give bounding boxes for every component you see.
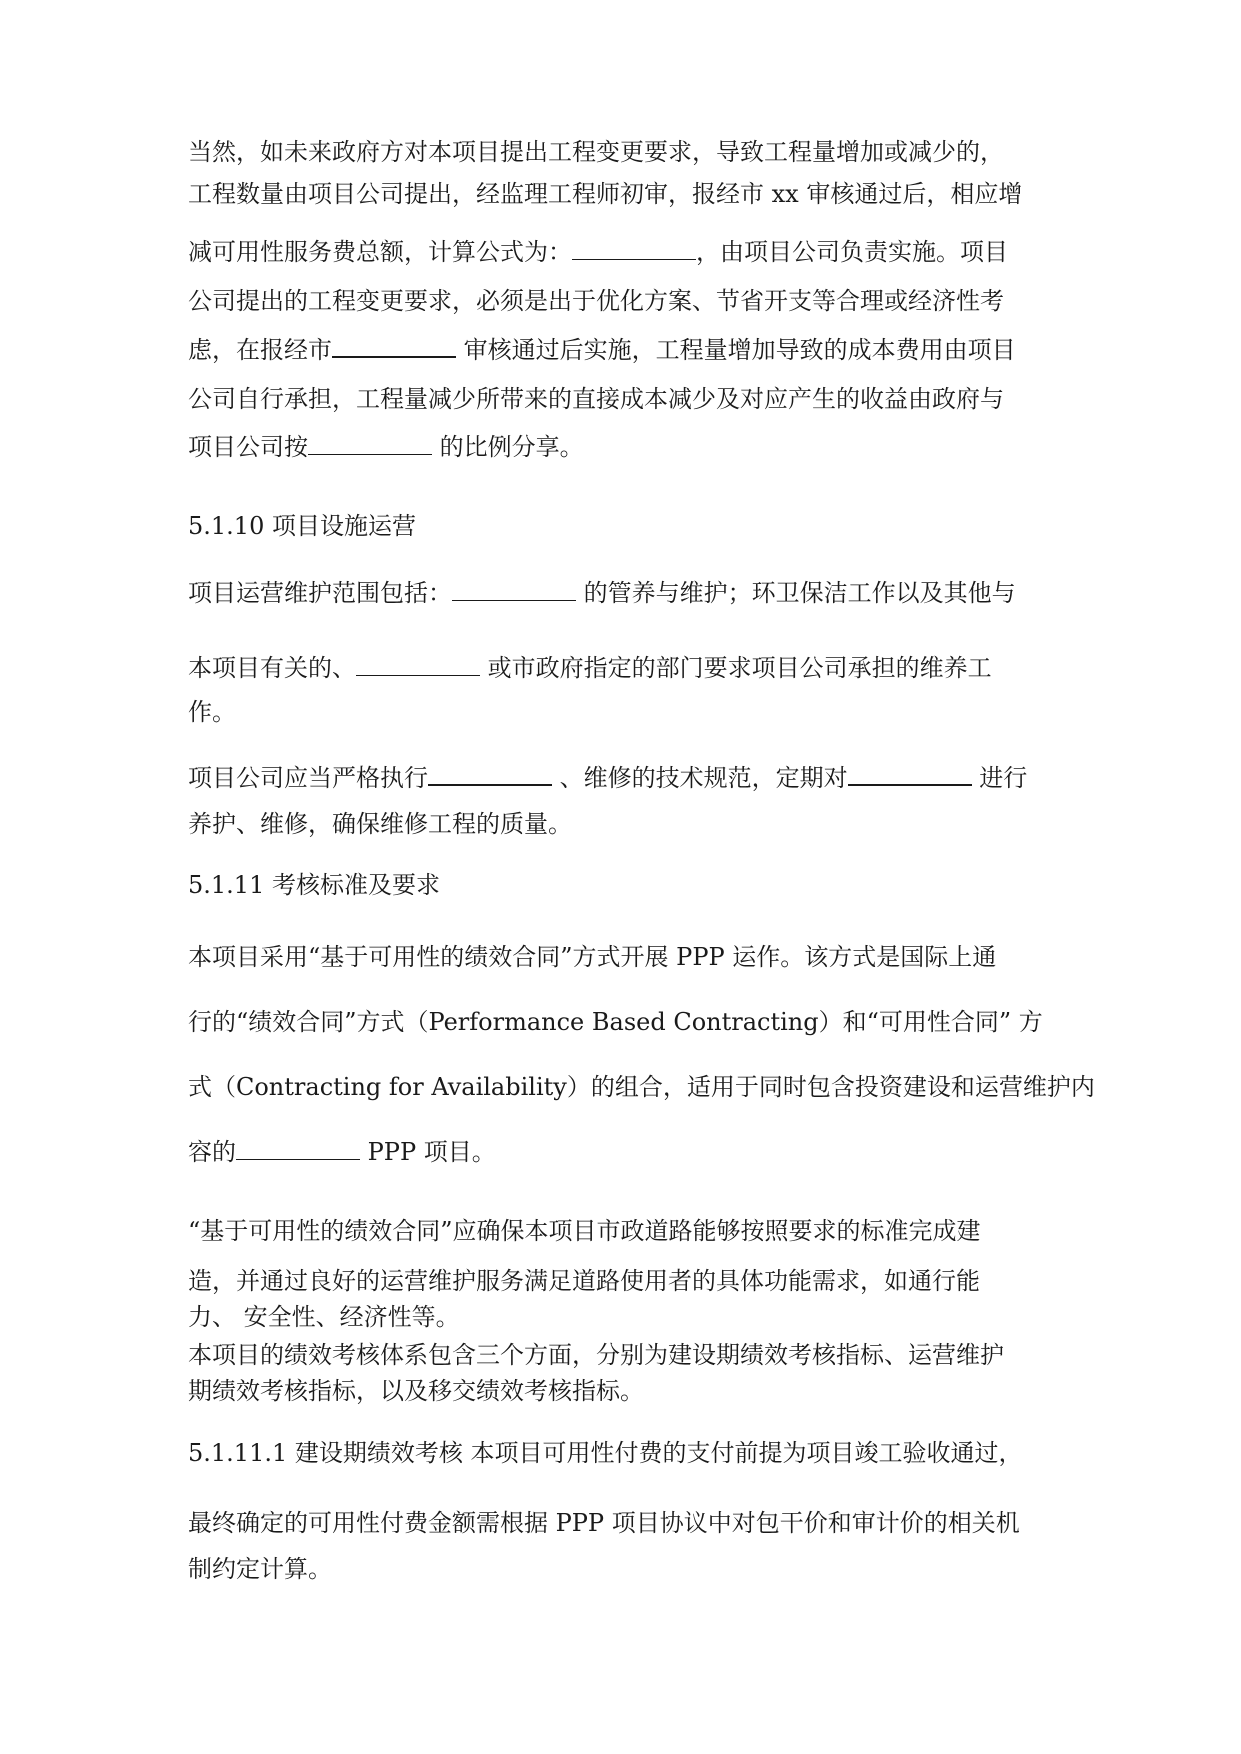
paragraph-line: 制约定计算。 — [188, 1555, 332, 1583]
paragraph-line: 作。 — [188, 698, 236, 726]
paragraph-line: 项目公司应当严格执行 、维修的技术规范，定期对 进行 — [188, 764, 1028, 792]
fill-in-blank — [452, 580, 576, 601]
paragraph-line: 减可用性服务费总额，计算公式为： ，由项目公司负责实施。项目 — [188, 238, 1008, 266]
paragraph-line: “基于可用性的绩效合同”应确保本项目市政道路能够按照要求的标准完成建 — [188, 1217, 981, 1245]
paragraph-line: 养护、维修，确保维修工程的质量。 — [188, 810, 572, 838]
fill-in-blank — [356, 655, 480, 676]
paragraph-line: 虑，在报经市 审核通过后实施，工程量增加导致的成本费用由项目 — [188, 336, 1016, 364]
fill-in-blank — [236, 1139, 360, 1160]
section-heading: 5.1.11 考核标准及要求 — [188, 871, 440, 899]
paragraph-line: 期绩效考核指标，以及移交绩效考核指标。 — [188, 1377, 644, 1405]
fill-in-blank — [308, 434, 432, 455]
paragraph-line: 当然，如未来政府方对本项目提出工程变更要求，导致工程量增加或减少的， — [188, 138, 1004, 166]
paragraph-line: 公司提出的工程变更要求，必须是出于优化方案、节省开支等合理或经济性考 — [188, 287, 1004, 315]
fill-in-blank — [428, 764, 552, 786]
paragraph-line: 工程数量由项目公司提出，经监理工程师初审，报经市 xx 审核通过后，相应增 — [188, 180, 1023, 208]
paragraph-line: 本项目的绩效考核体系包含三个方面，分别为建设期绩效考核指标、运营维护 — [188, 1341, 1004, 1369]
fill-in-blank — [332, 336, 456, 358]
fill-in-blank — [848, 764, 972, 786]
paragraph-line: 容的 PPP 项目。 — [188, 1138, 496, 1166]
paragraph-line: 项目运营维护范围包括： 的管养与维护；环卫保洁工作以及其他与 — [188, 579, 1016, 607]
section-heading: 5.1.10 项目设施运营 — [188, 512, 416, 540]
paragraph-line: 5.1.11.1 建设期绩效考核 本项目可用性付费的支付前提为项目竣工验收通过， — [188, 1439, 1023, 1467]
paragraph-line: 力、 安全性、经济性等。 — [188, 1303, 460, 1331]
paragraph-line: 式（Contracting for Availability）的组合，适用于同时包含投资建设和运营维护内 — [188, 1073, 1095, 1101]
paragraph-line: 公司自行承担，工程量减少所带来的直接成本减少及对应产生的收益由政府与 — [188, 385, 1004, 413]
paragraph-line: 本项目有关的、 或市政府指定的部门要求项目公司承担的维养工 — [188, 654, 992, 682]
paragraph-line: 本项目采用“基于可用性的绩效合同”方式开展 PPP 运作。该方式是国际上通 — [188, 943, 997, 971]
fill-in-blank — [572, 239, 696, 260]
paragraph-line: 项目公司按 的比例分享。 — [188, 433, 584, 461]
paragraph-line: 行的“绩效合同”方式（Performance Based Contracting）和“可用性合同” 方 — [188, 1008, 1043, 1036]
paragraph-line: 造，并通过良好的运营维护服务满足道路使用者的具体功能需求，如通行能 — [188, 1267, 980, 1295]
paragraph-line: 最终确定的可用性付费金额需根据 PPP 项目协议中对包干价和审计价的相关机 — [188, 1509, 1020, 1537]
